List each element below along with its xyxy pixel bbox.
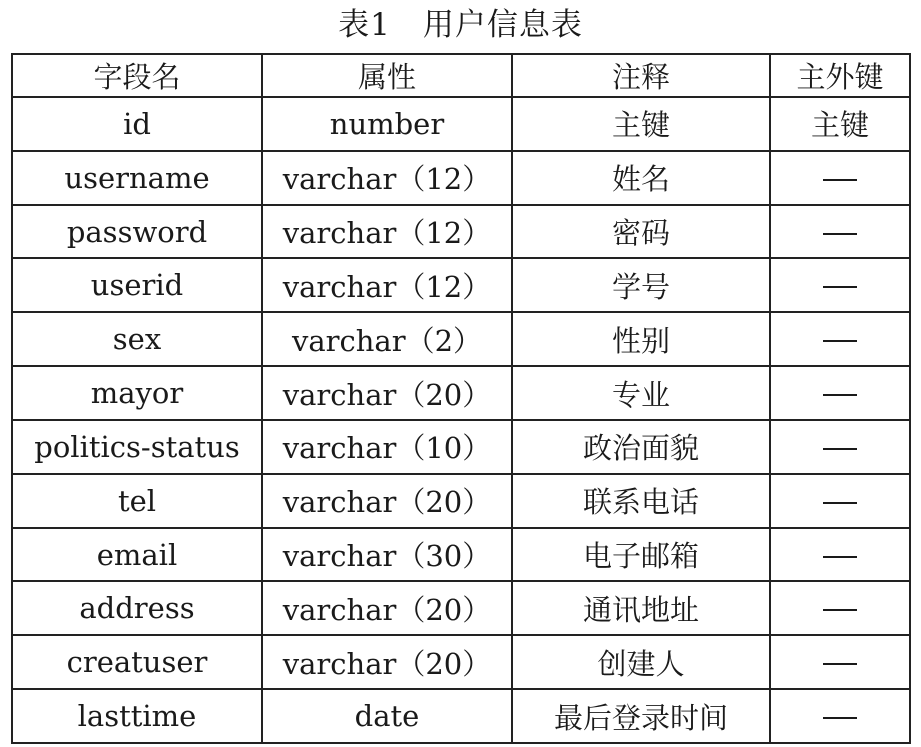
cell-attribute: varchar（20） xyxy=(262,366,512,420)
cell-key xyxy=(770,151,910,205)
cell-key-dash xyxy=(823,233,857,235)
cell-field-name: sex xyxy=(12,312,262,366)
cell-comment: 政治面貌 xyxy=(512,420,770,474)
table-row xyxy=(12,258,910,312)
cell-comment: 通讯地址 xyxy=(512,581,770,635)
cell-attribute: varchar（2） xyxy=(262,312,512,366)
cell-key xyxy=(770,312,910,366)
cell-key xyxy=(770,689,910,743)
table-row xyxy=(12,366,910,420)
cell-key: 主键 xyxy=(770,97,910,151)
cell-field-name: email xyxy=(12,528,262,582)
cell-key xyxy=(770,474,910,528)
cell-key-dash xyxy=(823,340,857,342)
cell-comment: 电子邮箱 xyxy=(512,528,770,582)
cell-key-dash xyxy=(823,502,857,504)
cell-attribute: varchar（10） xyxy=(262,420,512,474)
cell-key-dash xyxy=(823,448,857,450)
table-row xyxy=(12,474,910,528)
cell-key xyxy=(770,258,910,312)
cell-comment: 专业 xyxy=(512,366,770,420)
table-caption: 表1 用户信息表 xyxy=(338,7,583,43)
cell-comment: 性别 xyxy=(512,312,770,366)
cell-key xyxy=(770,635,910,689)
header-field-name: 字段名 xyxy=(12,54,262,97)
cell-key xyxy=(770,205,910,259)
header-row xyxy=(12,54,910,97)
header-comment: 注释 xyxy=(512,54,770,97)
cell-field-name: creatuser xyxy=(12,635,262,689)
cell-key xyxy=(770,366,910,420)
header-attribute: 属性 xyxy=(262,54,512,97)
cell-attribute: varchar（12） xyxy=(262,258,512,312)
table-row xyxy=(12,151,910,205)
cell-key-dash xyxy=(823,717,857,719)
cell-comment: 密码 xyxy=(512,205,770,259)
cell-attribute: date xyxy=(262,689,512,743)
cell-key-dash xyxy=(823,556,857,558)
cell-field-name: id xyxy=(12,97,262,151)
cell-field-name: address xyxy=(12,581,262,635)
cell-key xyxy=(770,420,910,474)
user-info-table xyxy=(11,53,911,744)
table-row xyxy=(12,97,910,151)
cell-attribute: varchar（20） xyxy=(262,581,512,635)
cell-key-dash xyxy=(823,609,857,611)
table-row xyxy=(12,689,910,743)
table-row xyxy=(12,581,910,635)
cell-field-name: password xyxy=(12,205,262,259)
cell-key xyxy=(770,581,910,635)
cell-field-name: userid xyxy=(12,258,262,312)
cell-comment: 主键 xyxy=(512,97,770,151)
cell-comment: 联系电话 xyxy=(512,474,770,528)
cell-key xyxy=(770,528,910,582)
cell-key-dash xyxy=(823,179,857,181)
cell-key-dash xyxy=(823,286,857,288)
cell-field-name: tel xyxy=(12,474,262,528)
cell-comment: 最后登录时间 xyxy=(512,689,770,743)
table-row xyxy=(12,635,910,689)
cell-attribute: varchar（12） xyxy=(262,205,512,259)
cell-field-name: politics-status xyxy=(12,420,262,474)
cell-attribute: varchar（12） xyxy=(262,151,512,205)
cell-field-name: mayor xyxy=(12,366,262,420)
table-row xyxy=(12,420,910,474)
cell-key-dash xyxy=(823,663,857,665)
cell-comment: 创建人 xyxy=(512,635,770,689)
table-row xyxy=(12,312,910,366)
cell-key-dash xyxy=(823,394,857,396)
cell-attribute: varchar（20） xyxy=(262,474,512,528)
cell-field-name: lasttime xyxy=(12,689,262,743)
table-row xyxy=(12,205,910,259)
cell-attribute: number xyxy=(262,97,512,151)
cell-attribute: varchar（30） xyxy=(262,528,512,582)
cell-comment: 姓名 xyxy=(512,151,770,205)
table-body xyxy=(12,97,910,743)
cell-comment: 学号 xyxy=(512,258,770,312)
table-row xyxy=(12,528,910,582)
header-key: 主外键 xyxy=(770,54,910,97)
cell-attribute: varchar（20） xyxy=(262,635,512,689)
cell-field-name: username xyxy=(12,151,262,205)
